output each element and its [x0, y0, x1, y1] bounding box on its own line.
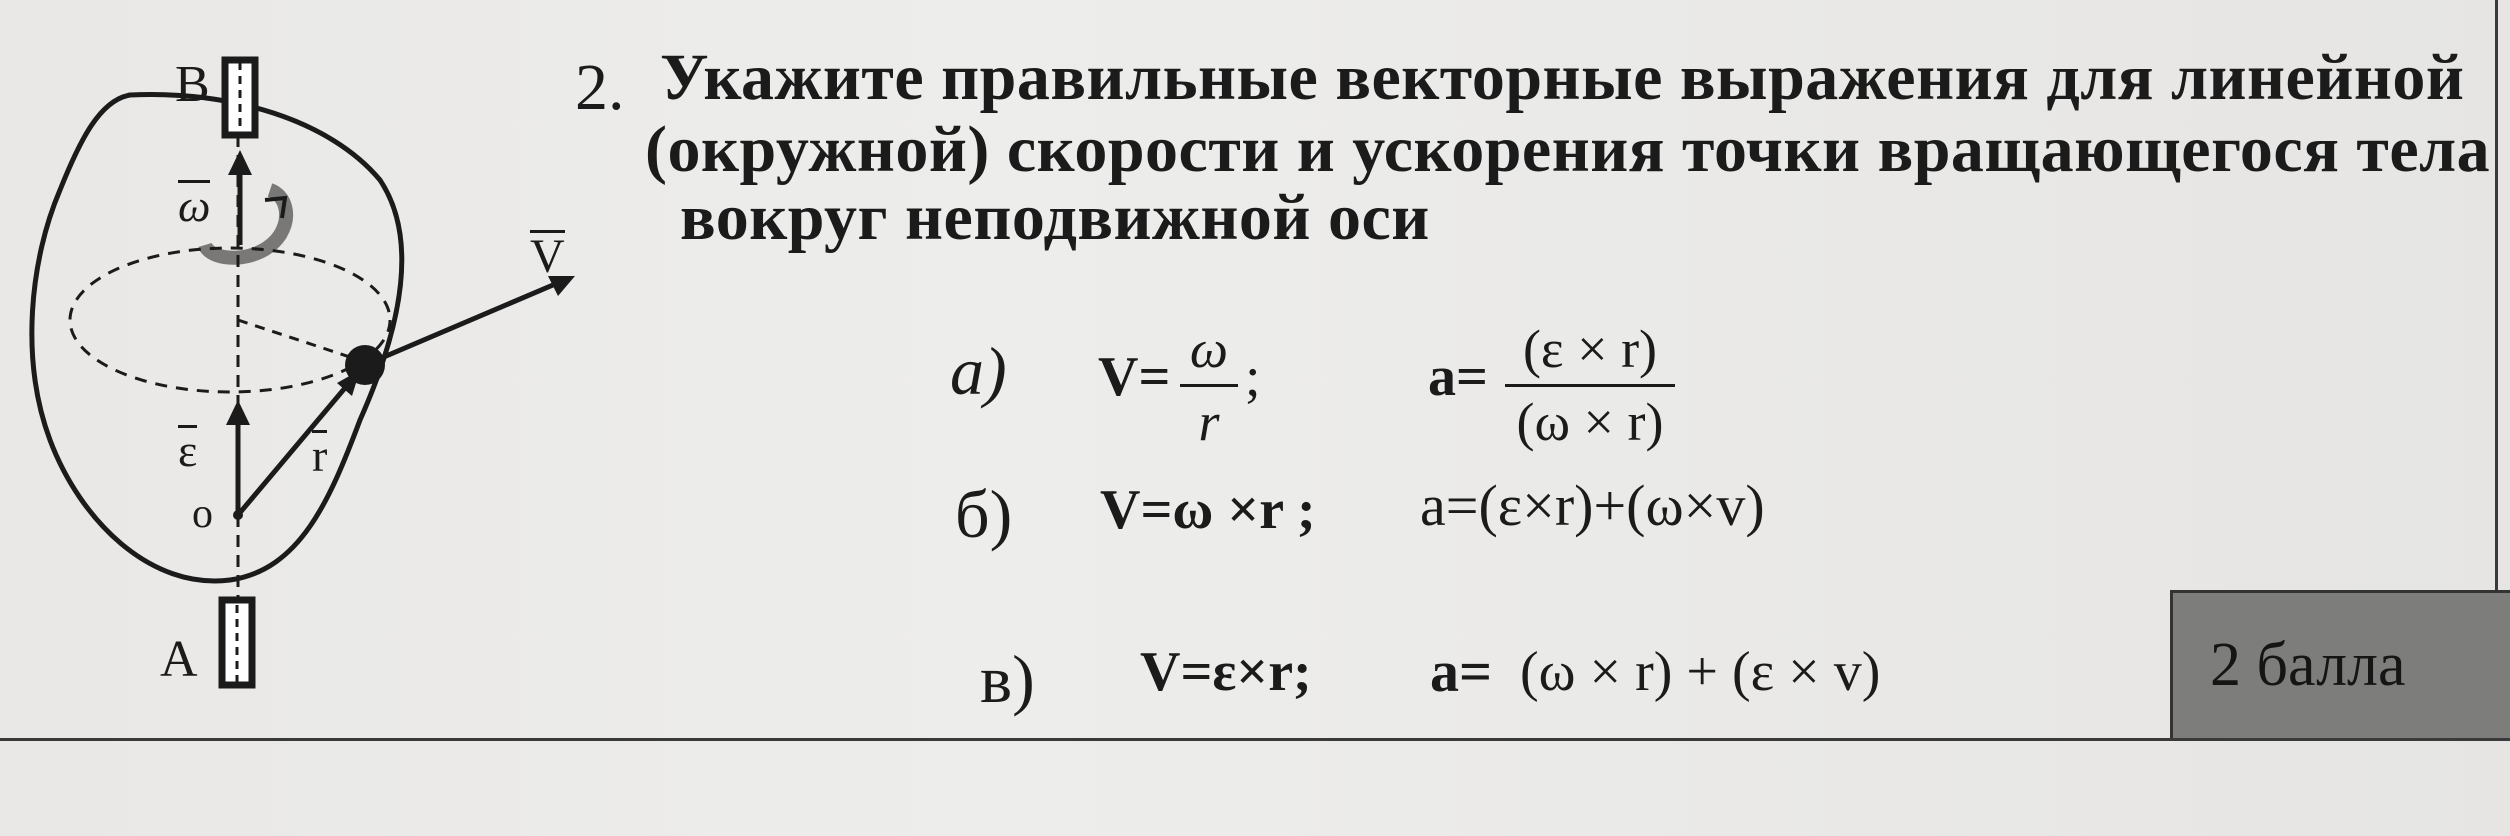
label-origin: o	[192, 491, 213, 537]
question-line-1: Укажите правильные векторные выражения для линейной	[660, 41, 2465, 114]
score-label: 2 балла	[2210, 631, 2406, 699]
option-a-a-denominator: (ω × r)	[1516, 392, 1664, 452]
option-a-letter: а)	[950, 333, 1007, 409]
option-a-a-prefix: a=	[1428, 346, 1488, 408]
option-b-v-expr: V=ω ×r ;	[1100, 479, 1316, 541]
option-c-letter: в)	[980, 641, 1035, 717]
option-a-v-prefix: V=	[1098, 346, 1171, 408]
option-a-a-numerator: (ε × r)	[1522, 319, 1658, 379]
option-a-v-suffix: ;	[1245, 346, 1261, 408]
r-vector	[238, 382, 350, 515]
body-outline	[32, 94, 402, 580]
option-a-a-fraction	[1505, 318, 1675, 453]
question-line-3: вокруг неподвижной оси	[680, 181, 1430, 254]
option-a-v-numerator: ω	[1189, 319, 1229, 379]
question-line-2: (окружной) скорости и ускорения точки вращающегося тела	[645, 113, 2491, 186]
option-c-v-expr: V=ε×r;	[1140, 641, 1312, 703]
label-B: B	[175, 56, 210, 113]
option-c-a-expr: (ω × r) + (ε × v)	[1520, 641, 1881, 703]
table-line-right	[2495, 0, 2498, 600]
option-b-letter: б)	[955, 476, 1013, 552]
label-A: A	[160, 631, 198, 688]
rotating-body-figure	[0, 0, 600, 760]
option-c-a-prefix: a=	[1430, 639, 1493, 704]
label-V: V	[530, 230, 565, 283]
option-a-v-denominator: r	[1198, 392, 1220, 452]
fraction-bar	[1505, 384, 1675, 387]
question-number: 2.	[575, 51, 625, 124]
trajectory-circle	[70, 248, 390, 392]
label-omega: ω	[178, 180, 211, 231]
option-a-v-fraction	[1180, 318, 1238, 453]
option-b-a-expr: a=(ε×r)+(ω×v)	[1420, 473, 1765, 538]
label-epsilon: ε	[178, 425, 198, 476]
label-r: r	[312, 430, 328, 481]
fraction-bar	[1180, 384, 1238, 387]
